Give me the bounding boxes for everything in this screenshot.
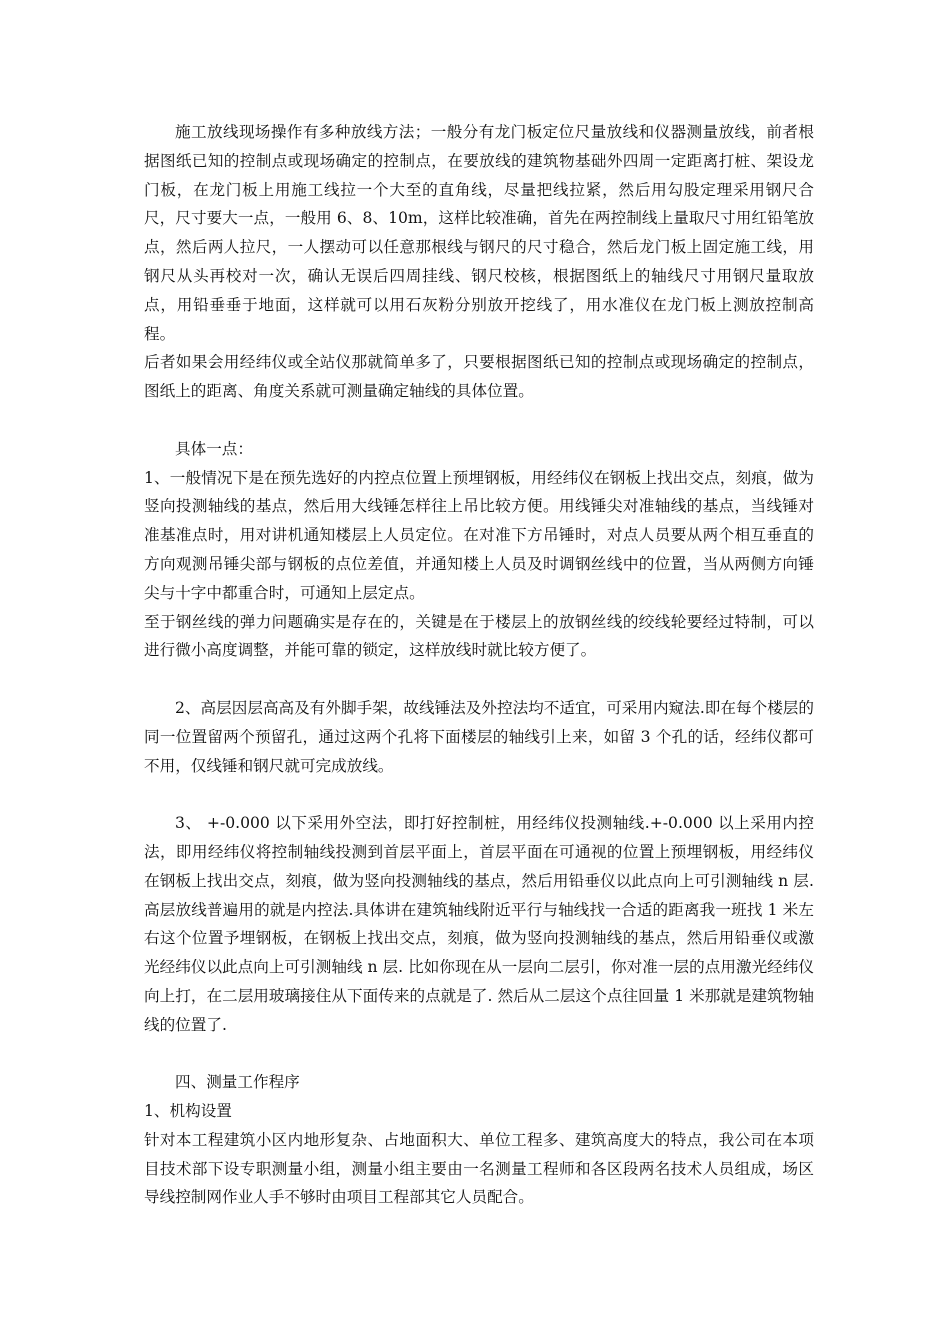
- paragraph-gap: [144, 1040, 814, 1069]
- section-heading-survey-procedure: 四、测量工作程序: [175, 1073, 300, 1092]
- document-body: [144, 118, 819, 1212]
- paragraph-item-2: 2、高层因层高高及有外脚手架，故线锤法及外控法均不适宜，可采用内窥法.即在每个楼层的同一位置留两个预留孔，通过这两个孔将下面楼层的轴线引上来，如留 3 个孔的话，经纬仪都可不用，仅线锤和钢尺就可完成放线。: [144, 698, 814, 775]
- paragraph-organization: 针对本工程建筑小区内地形复杂、占地面积大、单位工程多、建筑高度大的特点，我公司在本项目技术部下设专职测量小组，测量小组主要由一名测量工程师和各区段两名技术人员组成，场区导线控制网作业人手不够时由项目工程部其它人员配合。: [144, 1130, 814, 1207]
- paragraph-item-1: 1、一般情况下是在预先选好的内控点位置上预埋钢板，用经纬仪在钢板上找出交点，刻痕，做为竖向投测轴线的基点，然后用大线锤怎样往上吊比较方便。用线锤尖对准轴线的基点，当线锤对准基准点时，用对讲机通知楼层上人员定位。在对准下方吊锤时，对点人员要从两个相互垂直的方向观测吊锤尖部与钢板的点位差值，并通知楼上人员及时调钢丝线中的位置，当从两侧方向锤尖与十字中都重合时，可通知上层定点。: [144, 468, 814, 602]
- paragraph-gap: [144, 780, 814, 809]
- paragraph-steel-wire: 至于钢丝线的弹力问题确实是存在的，关键是在于楼层上的放钢丝线的绞线轮要经过特制，可以进行微小高度调整，并能可靠的锁定，这样放线时就比较方便了。: [144, 612, 814, 660]
- paragraph-gap: [144, 665, 814, 694]
- subheading-organization: 1、机构设置: [144, 1102, 232, 1121]
- paragraph-item-3: 3、 +-0.000 以下采用外空法，即打好控制桩，用经纬仪投测轴线.+-0.000 以上采用内控法，即用经纬仪将控制轴线投测到首层平面上，首层平面在可通视的位置上预埋钢板，用经纬仪在钢板上找出交点，刻痕，做为竖向投测轴线的基点，然后用铅垂仪以此点向上可引测轴线 n 层. 高层放线普遍用的就是内控法.具体讲在建筑轴线附近平行与轴线找一合适的距离我一班找 1 米左右这个位置予埋钢板，在钢板上找出交点，刻痕，做为竖向投测轴线的基点，然后用铅垂仪或激光经纬仪以此点向上可引测轴线 n 层. 比如你现在从一层向二层引，你对准一层的点用激光经纬仪向上打，在二层用玻璃接住从下面传来的点就是了. 然后从二层这个点往回量 1 米那就是建筑物轴线的位置了.: [144, 814, 819, 1034]
- paragraph-gap: [144, 406, 814, 435]
- paragraph-stakeout-methods: 施工放线现场操作有多种放线方法；一般分有龙门板定位尺量放线和仪器测量放线，前者根据图纸已知的控制点或现场确定的控制点，在要放线的建筑物基础外四周一定距离打桩、架设龙门板，在龙门板上用施工线拉一个大至的直角线，尽量把线拉紧，然后用勾股定理采用钢尺合尺，尺寸要大一点，一般用 6、8、10m，这样比较准确，首先在两控制线上量取尺寸用红铅笔放点，然后两人拉尺，一人摆动可以任意那根线与钢尺的尺寸稳合，然后龙门板上固定施工线，用钢尺从头再校对一次，确认无误后四周挂线、钢尺校核，根据图纸上的轴线尺寸用钢尺量取放点，用铅垂垂于地面，这样就可以用石灰粉分别放开挖线了，用水准仪在龙门板上测放控制高程。: [144, 123, 814, 343]
- paragraph-specifics-heading: 具体一点：: [175, 439, 253, 458]
- paragraph-theodolite-method: 后者如果会用经纬仪或全站仪那就简单多了，只要根据图纸已知的控制点或现场确定的控制点，图纸上的距离、角度关系就可测量确定轴线的具体位置。: [144, 353, 814, 401]
